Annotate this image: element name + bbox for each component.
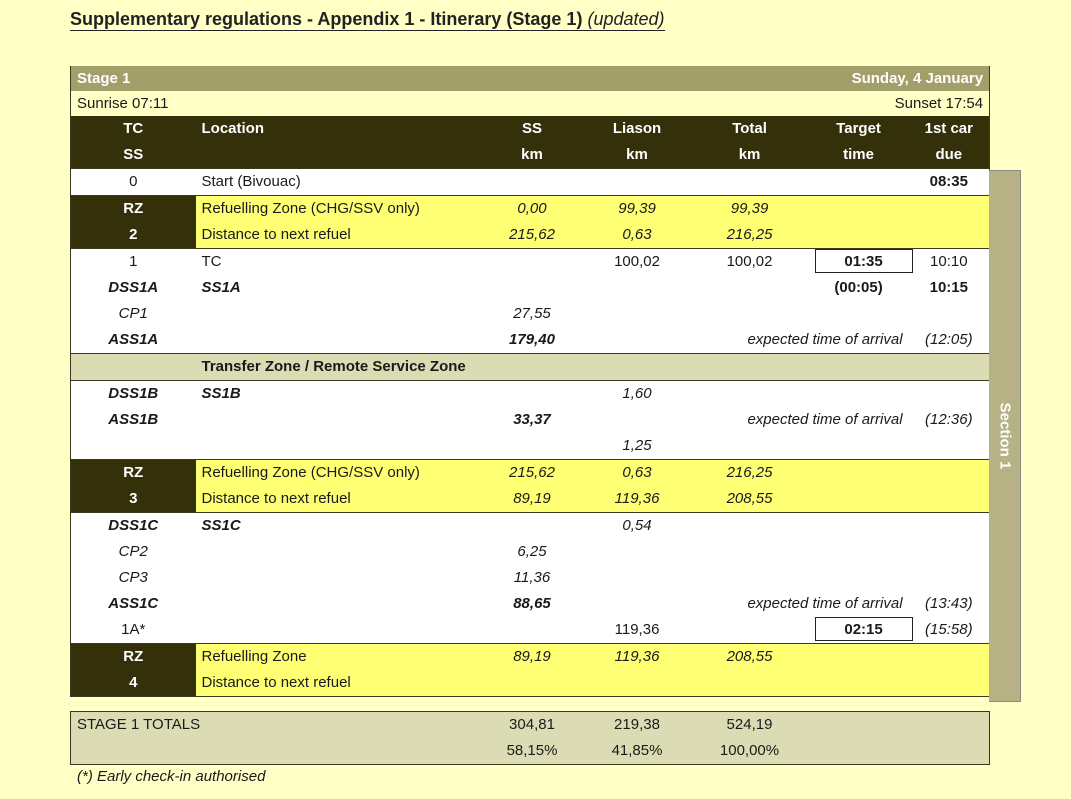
total-cell: 216,25 [691, 460, 809, 487]
total-cell [691, 617, 809, 644]
location-cell: Start (Bivouac) [196, 169, 481, 196]
table-row [71, 169, 990, 196]
totals-ss: 304,81 [509, 716, 555, 733]
location-cell: SS1C [196, 513, 481, 540]
total-cell [691, 169, 809, 196]
location-cell: TC [196, 249, 481, 276]
ss-cell: 89,19 [481, 644, 584, 671]
col-header-ss-sub: SS [71, 142, 196, 169]
totals-total: 524,19 [726, 716, 773, 733]
target-time-box: 02:15 [815, 617, 913, 641]
col-header-due: due [909, 142, 990, 169]
tc-cell: CP2 [71, 539, 196, 565]
liaison-cell [584, 670, 691, 697]
total-cell [691, 381, 809, 408]
due-cell [909, 644, 990, 671]
footnote: (*) Early check-in authorised [77, 768, 266, 785]
total-cell [691, 275, 809, 301]
location-cell: Refuelling Zone (CHG/SSV only) [196, 460, 481, 487]
due-cell: 10:15 [909, 275, 990, 301]
liaison-cell [584, 539, 691, 565]
tc-cell: RZ [71, 196, 196, 223]
col-header-ss: SS [481, 116, 584, 142]
totals-pct-empty-2 [809, 738, 990, 765]
due-cell [909, 381, 990, 408]
eta-note: expected time of arrival [584, 327, 909, 354]
document-title [70, 9, 665, 31]
target-cell [809, 169, 909, 196]
eta-note: expected time of arrival [584, 591, 909, 617]
due-cell [909, 222, 990, 249]
total-cell: 216,25 [691, 222, 809, 249]
due-cell [909, 301, 990, 327]
due-cell [909, 460, 990, 487]
target-cell [809, 486, 909, 513]
location-cell [196, 433, 481, 460]
ss-cell: 27,55 [481, 301, 584, 327]
due-cell [909, 196, 990, 223]
tc-cell: 3 [71, 486, 196, 513]
column-header-row-1 [71, 116, 990, 142]
target-cell [809, 196, 909, 223]
due-cell: (15:58) [909, 617, 990, 644]
due-cell [909, 486, 990, 513]
due-cell: 08:35 [909, 169, 990, 196]
sun-times-row [71, 91, 990, 116]
refuel-row [71, 486, 990, 513]
stage-totals-table [70, 711, 990, 765]
eta-note: expected time of arrival [584, 407, 909, 433]
col-header-target-time: time [809, 142, 909, 169]
col-header-location: Location [196, 116, 481, 142]
liaison-cell: 119,36 [584, 486, 691, 513]
totals-pct-empty [71, 738, 481, 765]
total-cell: 100,02 [691, 249, 809, 276]
target-cell [809, 460, 909, 487]
due-cell [909, 565, 990, 591]
liaison-cell [584, 565, 691, 591]
tc-cell: 1A* [71, 617, 196, 644]
stage-date: Sunday, 4 January [691, 66, 990, 91]
total-cell [691, 433, 809, 460]
section-label: Section 1 [996, 402, 1014, 470]
ss-cell: 88,65 [481, 591, 584, 617]
tc-cell: ASS1C [71, 591, 196, 617]
table-row [71, 301, 990, 327]
totals-empty [809, 712, 990, 739]
transfer-zone-row [71, 354, 990, 381]
location-cell [196, 565, 481, 591]
total-cell [691, 539, 809, 565]
liaison-cell: 119,36 [584, 644, 691, 671]
refuel-row [71, 644, 990, 671]
stage-name: Stage 1 [71, 66, 691, 91]
liaison-cell: 1,25 [584, 433, 691, 460]
col-header-liaison: Liason [584, 116, 691, 142]
refuel-row [71, 460, 990, 487]
target-cell [809, 301, 909, 327]
target-cell [809, 670, 909, 697]
ss-cell [481, 670, 584, 697]
tc-cell: 4 [71, 670, 196, 697]
ss-cell: 179,40 [481, 327, 584, 354]
tc-cell: DSS1B [71, 381, 196, 408]
total-cell [691, 513, 809, 540]
tc-cell: CP3 [71, 565, 196, 591]
liaison-cell: 99,39 [584, 196, 691, 223]
tc-cell: CP1 [71, 301, 196, 327]
totals-label: STAGE 1 TOTALS [77, 716, 201, 733]
total-cell: 208,55 [691, 644, 809, 671]
due-cell [909, 513, 990, 540]
ss-cell [481, 169, 584, 196]
ss-cell: 6,25 [481, 539, 584, 565]
target-cell [809, 565, 909, 591]
target-cell [809, 222, 909, 249]
target-cell [809, 433, 909, 460]
col-header-total-km: km [691, 142, 809, 169]
location-cell: Distance to next refuel [196, 670, 481, 697]
table-row [71, 513, 990, 540]
liaison-cell: 1,60 [584, 381, 691, 408]
due-cell: (12:36) [909, 407, 990, 433]
liaison-cell [584, 275, 691, 301]
sunset: Sunset 17:54 [691, 91, 990, 116]
col-header-tc: TC [71, 116, 196, 142]
target-cell [809, 617, 909, 644]
tc-cell: 1 [71, 249, 196, 276]
tc-cell: DSS1A [71, 275, 196, 301]
target-cell [809, 539, 909, 565]
location-cell: Distance to next refuel [196, 486, 481, 513]
ss-cell [481, 617, 584, 644]
tc-cell: ASS1B [71, 407, 196, 433]
column-header-row-2 [71, 142, 990, 169]
location-cell [196, 591, 481, 617]
table-row [71, 407, 990, 433]
ss-cell: 215,62 [481, 222, 584, 249]
table-row [71, 275, 990, 301]
itinerary-table [70, 66, 990, 697]
totals-liaison: 219,38 [614, 716, 660, 733]
totals-pct-row [71, 738, 990, 765]
tc-cell: RZ [71, 644, 196, 671]
title-suffix: (updated) [587, 9, 665, 29]
location-cell [196, 407, 481, 433]
target-cell [809, 644, 909, 671]
table-row [71, 591, 990, 617]
tc-cell [71, 433, 196, 460]
col-header-ss-km: km [481, 142, 584, 169]
table-row [71, 433, 990, 460]
tc-cell: ASS1A [71, 327, 196, 354]
liaison-cell: 0,54 [584, 513, 691, 540]
refuel-row [71, 670, 990, 697]
location-cell: Refuelling Zone [196, 644, 481, 671]
target-cell [809, 513, 909, 540]
table-row [71, 539, 990, 565]
target-time-box: 01:35 [815, 249, 913, 273]
ss-cell: 11,36 [481, 565, 584, 591]
tc-cell [71, 354, 196, 381]
liaison-cell: 100,02 [584, 249, 691, 276]
tc-cell: 2 [71, 222, 196, 249]
table-row [71, 327, 990, 354]
target-cell: (00:05) [809, 275, 909, 301]
table-row [71, 617, 990, 644]
col-header-total: Total [691, 116, 809, 142]
location-cell: SS1A [196, 275, 481, 301]
ss-cell: 215,62 [481, 460, 584, 487]
total-cell [691, 565, 809, 591]
target-cell [809, 249, 909, 276]
liaison-cell: 119,36 [584, 617, 691, 644]
location-cell: Distance to next refuel [196, 222, 481, 249]
ss-cell: 89,19 [481, 486, 584, 513]
col-header-target: Target [809, 116, 909, 142]
total-cell [691, 301, 809, 327]
totals-liaison-pct: 41,85% [611, 742, 663, 759]
ss-cell [481, 433, 584, 460]
col-header-liaison-km: km [584, 142, 691, 169]
ss-cell [481, 249, 584, 276]
location-cell [196, 301, 481, 327]
total-cell: 208,55 [691, 486, 809, 513]
due-cell [909, 670, 990, 697]
due-cell: (12:05) [909, 327, 990, 354]
ss-cell [481, 381, 584, 408]
due-cell [909, 539, 990, 565]
table-row [71, 565, 990, 591]
due-cell: (13:43) [909, 591, 990, 617]
refuel-row [71, 222, 990, 249]
location-cell [196, 539, 481, 565]
title-text: Supplementary regulations - Appendix 1 - Itinerary (Stage 1) [70, 9, 583, 29]
stage-header-row [71, 66, 990, 91]
target-cell [809, 381, 909, 408]
table-row [71, 381, 990, 408]
totals-total-pct: 100,00% [719, 742, 780, 759]
ss-cell: 33,37 [481, 407, 584, 433]
total-cell: 99,39 [691, 196, 809, 223]
due-cell: 10:10 [909, 249, 990, 276]
tc-cell: RZ [71, 460, 196, 487]
ss-cell [481, 275, 584, 301]
location-cell: Refuelling Zone (CHG/SSV only) [196, 196, 481, 223]
liaison-cell: 0,63 [584, 222, 691, 249]
totals-ss-pct: 58,15% [506, 742, 558, 759]
totals-row [71, 712, 990, 739]
sunrise: Sunrise 07:11 [71, 91, 691, 116]
liaison-cell [584, 169, 691, 196]
location-cell: SS1B [196, 381, 481, 408]
location-cell: Transfer Zone / Remote Service Zone [196, 354, 990, 381]
location-cell [196, 617, 481, 644]
liaison-cell: 0,63 [584, 460, 691, 487]
ss-cell: 0,00 [481, 196, 584, 223]
tc-cell: 0 [71, 169, 196, 196]
total-cell [691, 670, 809, 697]
location-cell [196, 327, 481, 354]
refuel-row [71, 196, 990, 223]
liaison-cell [584, 301, 691, 327]
col-header-first-car: 1st car [909, 116, 990, 142]
due-cell [909, 433, 990, 460]
ss-cell [481, 513, 584, 540]
tc-cell: DSS1C [71, 513, 196, 540]
table-row [71, 249, 990, 276]
col-header-location-sub [196, 142, 481, 169]
